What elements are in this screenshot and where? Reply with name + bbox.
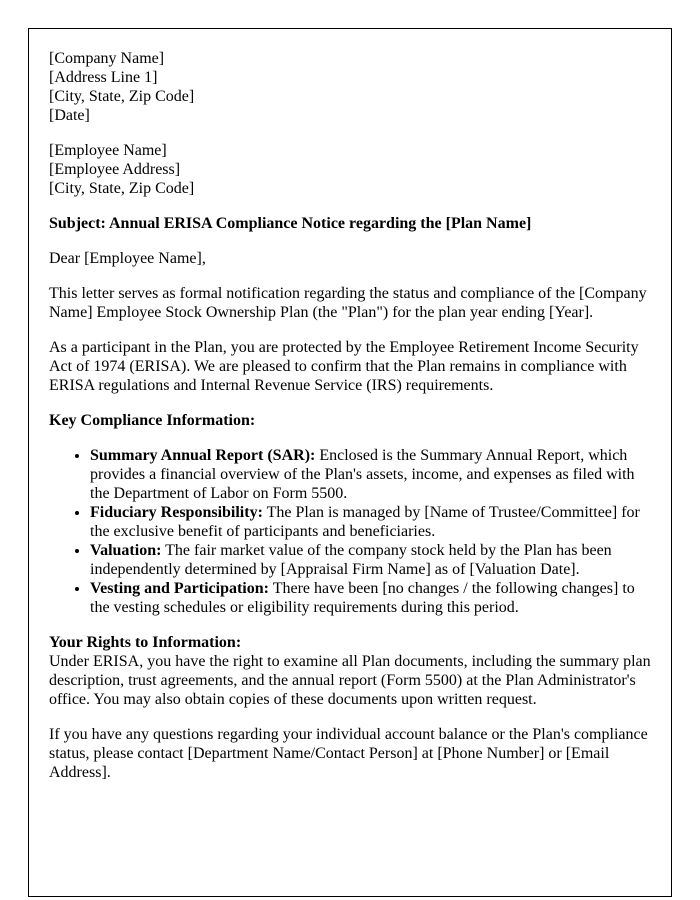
bullet-label: Vesting and Participation: — [90, 580, 269, 597]
recipient-address: [Employee Address] — [49, 161, 181, 178]
sender-address-line1: [Address Line 1] — [49, 69, 158, 86]
sender-city-state-zip: [City, State, Zip Code] — [49, 88, 195, 105]
compliance-bullet-list — [49, 446, 651, 617]
bullet-text: The Plan is managed by [Name of Trustee/Committee] for the exclusive benefit of participants and beneficiaries. — [90, 504, 640, 540]
bullet-valuation — [90, 541, 651, 579]
bullet-text: The fair market value of the company stock held by the Plan has been independently determined by [Appraisal Firm Name] as of [Valuation Date]. — [90, 542, 612, 578]
bullet-label: Fiduciary Responsibility: — [90, 504, 263, 521]
salutation: Dear [Employee Name], — [49, 250, 206, 267]
bullet-label: Valuation: — [90, 542, 162, 559]
letter-date: [Date] — [49, 107, 90, 124]
recipient-name: [Employee Name] — [49, 142, 167, 159]
rights-text: Under ERISA, you have the right to examine all Plan documents, including the summary plan description, trust agreements, and the annual report (Form 5500) at the Plan Administrator's office. You may also obtain copies of these documents upon written request. — [49, 653, 651, 708]
sender-address-block — [49, 49, 651, 125]
closing-paragraph: If you have any questions regarding your individual account balance or the Plan's compliance status, please contact [Department Name/Contact Person] at [Phone Number] or [Email Address]. — [49, 726, 648, 781]
erisa-compliance-letter — [28, 28, 672, 897]
bullet-fiduciary-responsibility — [90, 503, 651, 541]
paragraph-erisa-protection: As a participant in the Plan, you are protected by the Employee Retirement Income Security Act of 1974 (ERISA). We are pleased to confirm that the Plan remains in compliance with ERISA regulations and Internal Revenue Service (IRS) requirements. — [49, 339, 639, 394]
key-compliance-heading: Key Compliance Information: — [49, 412, 256, 429]
recipient-city-state-zip: [City, State, Zip Code] — [49, 180, 195, 197]
bullet-summary-annual-report — [90, 446, 651, 503]
sender-company-name: [Company Name] — [49, 50, 165, 67]
bullet-vesting-participation — [90, 579, 651, 617]
bullet-label: Summary Annual Report (SAR): — [90, 447, 316, 464]
rights-heading: Your Rights to Information: — [49, 634, 242, 651]
recipient-address-block — [49, 141, 651, 198]
rights-section — [49, 633, 651, 709]
bullet-text: Enclosed is the Summary Annual Report, which provides a financial overview of the Plan's assets, income, and expenses as filed with the Department of Labor on Form 5500. — [90, 447, 635, 502]
paragraph-intro: This letter serves as formal notification regarding the status and compliance of the [Company Name] Employee Stock Ownership Plan (the "Plan") for the plan year ending [Year]. — [49, 285, 647, 321]
bullet-text: There have been [no changes / the following changes] to the vesting schedules or eligibility requirements during this period. — [90, 580, 635, 616]
subject-line: Subject: Annual ERISA Compliance Notice regarding the [Plan Name] — [49, 215, 532, 232]
